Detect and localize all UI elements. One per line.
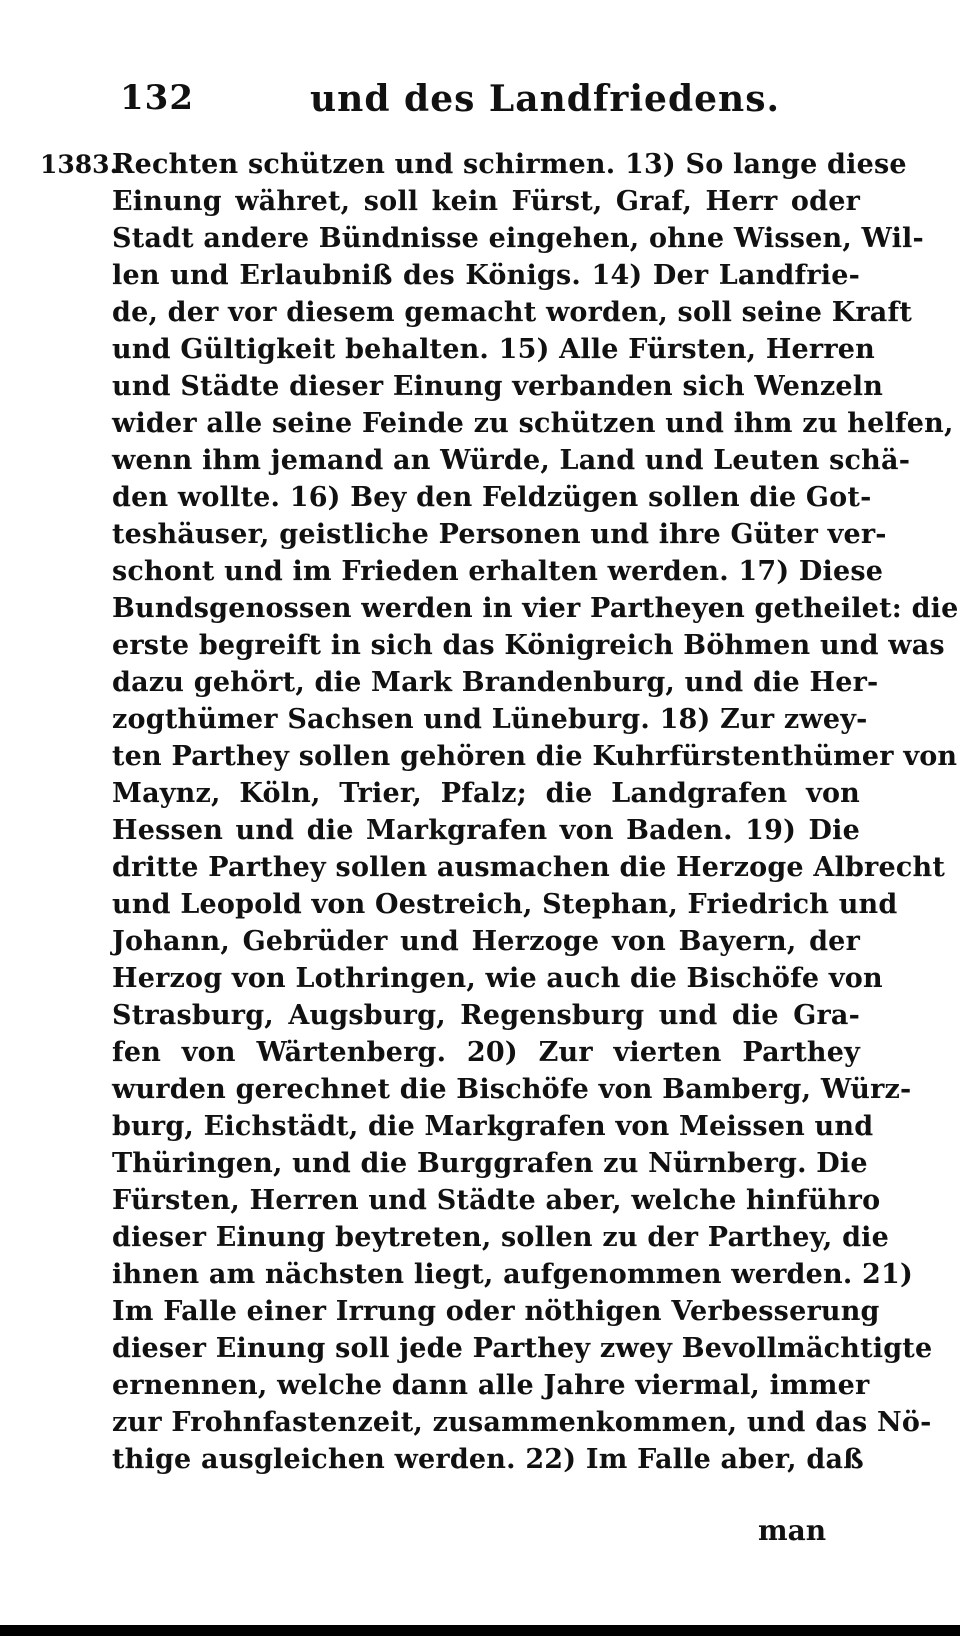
text-line: erste begreift in sich das Königreich Böhmen und was (112, 630, 945, 661)
catchword: man (758, 1514, 827, 1547)
text-line: teshäuser, geistliche Personen und ihre Güter ver- (112, 519, 887, 550)
page-number: 132 (120, 78, 194, 118)
text-line: ten Parthey sollen gehören die Kuhrfürstenthümer von (112, 741, 958, 772)
text-line: schont und im Frieden erhalten werden. 17) Diese (112, 556, 884, 587)
text-line: dieser Einung soll jede Parthey zwey Bevollmächtigte (112, 1333, 933, 1364)
text-line: Strasburg, Augsburg, Regensburg und die Gra- (112, 1000, 860, 1031)
text-line: und Städte dieser Einung verbanden sich Wenzeln (112, 371, 884, 402)
text-line: Einung währet, soll kein Fürst, Graf, Herr oder (112, 186, 860, 217)
text-line: Maynz, Köln, Trier, Pfalz; die Landgrafen von (112, 778, 860, 809)
text-line: Thüringen, und die Burggrafen zu Nürnberg. Die (112, 1148, 868, 1179)
text-line: thige ausgleichen werden. 22) Im Falle aber, daß (112, 1444, 864, 1475)
text-line: Im Falle einer Irrung oder nöthigen Verbesserung (112, 1296, 880, 1327)
text-line: zogthümer Sachsen und Lüneburg. 18) Zur zwey- (112, 704, 868, 735)
text-line: wenn ihm jemand an Würde, Land und Leuten schä- (112, 445, 911, 476)
text-line: Hessen und die Markgrafen von Baden. 19) Die (112, 815, 860, 846)
text-line: Johann, Gebrüder und Herzoge von Bayern, der (112, 926, 860, 957)
text-line: und Leopold von Oestreich, Stephan, Friedrich und (112, 889, 898, 920)
text-line: und Gültigkeit behalten. 15) Alle Fürsten, Herren (112, 334, 875, 365)
text-line: ernennen, welche dann alle Jahre viermal, immer (112, 1370, 870, 1401)
text-line: dieser Einung beytreten, sollen zu der Parthey, die (112, 1222, 889, 1253)
text-line: Stadt andere Bündnisse eingehen, ohne Wissen, Wil- (112, 223, 924, 254)
margin-year: 1383. (40, 150, 119, 179)
text-line: Fürsten, Herren und Städte aber, welche hinführo (112, 1185, 881, 1216)
text-line: zur Frohnfastenzeit, zusammenkommen, und das Nö- (112, 1407, 932, 1438)
text-line: Rechten schützen und schirmen. 13) So lange diese (112, 149, 907, 180)
text-line: dazu gehört, die Mark Brandenburg, und die Her- (112, 667, 879, 698)
text-line: Herzog von Lothringen, wie auch die Bischöfe von (112, 963, 883, 994)
text-line: len und Erlaubniß des Königs. 14) Der Landfrie- (112, 260, 860, 291)
text-line: fen von Wärtenberg. 20) Zur vierten Parthey (112, 1037, 860, 1068)
text-line: wurden gerechnet die Bischöfe von Bamberg, Würz- (112, 1074, 912, 1105)
text-line: burg, Eichstädt, die Markgrafen von Meissen und (112, 1111, 874, 1142)
text-line: ihnen am nächsten liegt, aufgenommen werden. 21) (112, 1259, 913, 1290)
text-line: wider alle seine Feinde zu schützen und ihm zu helfen, (112, 408, 954, 439)
text-line: de, der vor diesem gemacht worden, soll seine Kraft (112, 297, 912, 328)
text-line: Bundsgenossen werden in vier Partheyen getheilet: die (112, 593, 959, 624)
bottom-edge-bar (0, 1625, 960, 1636)
text-line: dritte Parthey sollen ausmachen die Herzoge Albrecht (112, 852, 946, 883)
page-header (120, 78, 860, 128)
body-text (112, 146, 959, 1478)
text-line: den wollte. 16) Bey den Feldzügen sollen die Got- (112, 482, 872, 513)
running-title: und des Landfriedens. (310, 78, 780, 120)
